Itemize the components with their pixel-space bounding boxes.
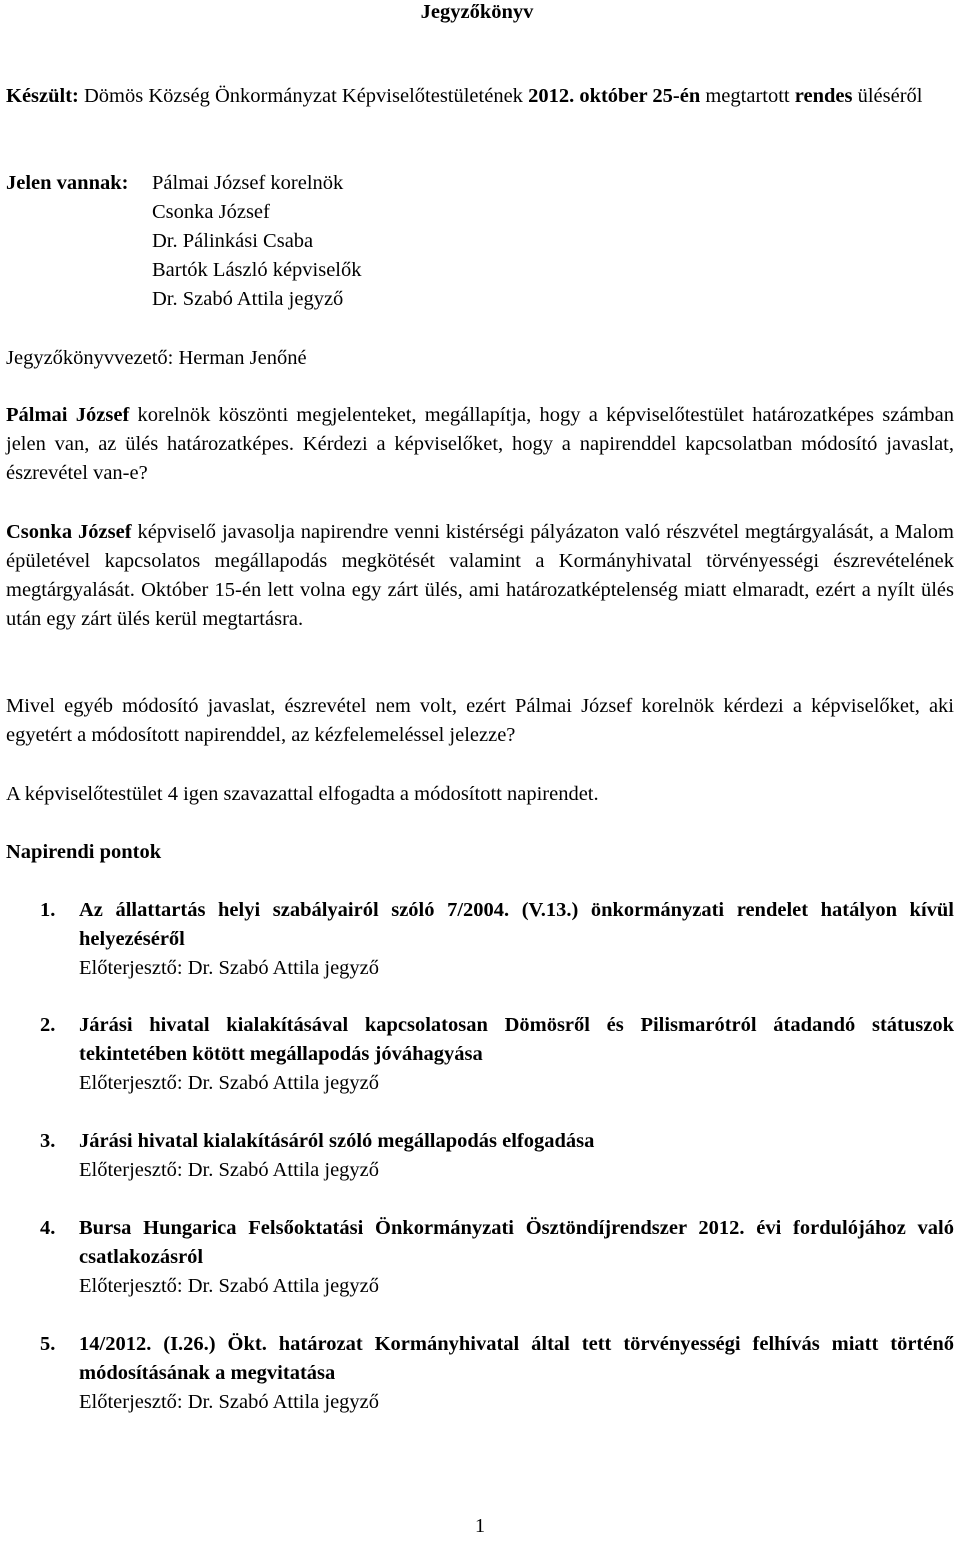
agenda-number: 3. [40,1130,56,1152]
session-date: 2012. október 25-én [528,85,701,107]
agenda-presenter: Előterjesztő: Dr. Szabó Attila jegyző [79,1275,380,1297]
agenda-number: 1. [40,899,56,921]
present-person: Csonka József [152,201,270,223]
present-label: Jelen vannak: [6,172,129,194]
agenda-item [6,1214,954,1301]
agenda-body [79,1330,954,1417]
session-type: rendes [794,85,853,107]
agenda-number: 2. [40,1014,56,1036]
present-section [6,169,954,314]
agenda-body [79,896,954,983]
agenda-title: 14/2012. (I.26.) Ökt. határozat Kormányhivatal által tett törvényességi felhívás miatt történő módosításának a megvitatása [79,1333,954,1384]
made-text-1: Dömös Község Önkormányzat Képviselőtestületének [84,85,523,107]
present-person: Dr. Szabó Attila jegyző [152,288,344,310]
paragraph-4 [6,780,954,809]
agenda-body [79,1011,954,1098]
document-title: Jegyzőkönyv [420,1,534,23]
agenda-title: Járási hivatal kialakításáról szóló megállapodás elfogadása [79,1130,595,1152]
present-person: Pálmai József korelnök [152,172,344,194]
agenda-number: 5. [40,1333,56,1355]
made-text-3: üléséről [857,85,923,107]
agenda-body [79,1127,954,1185]
agenda-presenter: Előterjesztő: Dr. Szabó Attila jegyző [79,1391,380,1413]
page-number: 1 [474,1515,486,1537]
speaker-name: Csonka József [6,521,132,543]
present-list [152,169,954,314]
present-person: Bartók László képviselők [152,259,362,281]
made-label: Készült: [6,85,79,107]
agenda-item [6,1127,954,1185]
paragraph-text: képviselő javasolja napirendre venni kistérségi pályázaton való részvétel megtárgyalását, a Malom épületével kapcsolatos megállapodás megkötését valamint a Kormányhivatal törvényességi észrevételének megtárgyalását. Október 15-én lett volna egy zárt ülés, ami határozatképtelenség miatt elmaradt, ezért a nyílt ülés után egy zárt ülés kerül megtartásra. [6,521,954,630]
agenda-presenter: Előterjesztő: Dr. Szabó Attila jegyző [79,957,380,979]
agenda-presenter: Előterjesztő: Dr. Szabó Attila jegyző [79,1072,380,1094]
agenda-number: 4. [40,1217,56,1239]
agenda-heading-block [6,838,954,867]
agenda-item [6,1330,954,1417]
paragraph-text: Mivel egyéb módosító javaslat, észrevétel nem volt, ezért Pálmai József korelnök kérdezi a képviselőket, aki egyetért a módosított napirenddel, az kézfelemeléssel jelezze? [6,695,954,746]
made-text-2: megtartott [705,85,790,107]
agenda-item [6,1011,954,1098]
made-paragraph [6,82,954,111]
agenda-title: Járási hivatal kialakításával kapcsolatosan Dömösről és Pilismarótról átadandó státuszok tekintetében kötött megállapodás jóváhagyása [79,1014,954,1065]
paragraph-1 [6,401,954,488]
document-title-block [6,0,954,27]
agenda-title: Az állattartás helyi szabályairól szóló 7/2004. (V.13.) önkormányzati rendelet hatályon kívül helyezéséről [79,899,954,950]
speaker-name: Pálmai József [6,404,130,426]
agenda-item [6,896,954,983]
agenda-presenter: Előterjesztő: Dr. Szabó Attila jegyző [79,1159,380,1181]
recorder-line [6,344,954,373]
paragraph-text: A képviselőtestület 4 igen szavazattal elfogadta a módosított napirendet. [6,783,599,805]
paragraph-2 [6,518,954,634]
recorder-text: Jegyzőkönyvvezető: Herman Jenőné [6,347,307,369]
paragraph-text: korelnök köszönti megjelenteket, megállapítja, hogy a képviselőtestület határozatképes számban jelen van, az ülés határozatképes. Kérdezi a képviselőket, hogy a napirenddel kapcsolatban módosító javaslat, észrevétel van-e? [6,404,954,484]
agenda-body [79,1214,954,1301]
agenda-heading: Napirendi pontok [6,841,162,863]
agenda-title: Bursa Hungarica Felsőoktatási Önkormányzati Ösztöndíjrendszer 2012. évi fordulójához való csatlakozásról [79,1217,954,1268]
paragraph-3 [6,692,954,750]
present-person: Dr. Pálinkási Csaba [152,230,314,252]
